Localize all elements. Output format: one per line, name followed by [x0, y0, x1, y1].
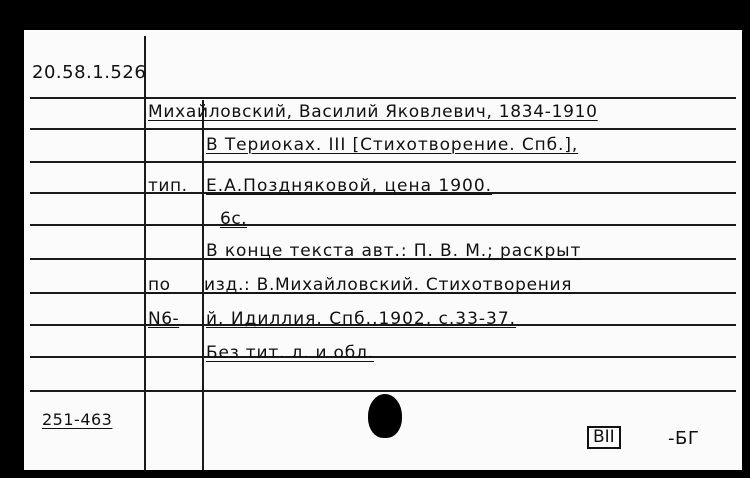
rule-line [30, 224, 736, 226]
rule-line [30, 356, 736, 358]
call-number: 20.58.1.526 [32, 62, 147, 83]
note-line-3: й. Идиллия. Спб.,1902, с.33-37. [206, 309, 517, 329]
pages: 6с. [220, 209, 248, 229]
note-line-4: Без тит. л. и обл. [206, 343, 374, 363]
note-line-3-label: N6- [148, 309, 180, 329]
imprint-label: тип. [148, 176, 188, 196]
accession-number: 251-463 [42, 410, 113, 429]
left-margin-line [144, 36, 146, 470]
rule-line [30, 161, 736, 163]
rule-line [30, 390, 736, 392]
rule-line [30, 128, 736, 130]
note-line-2: изд.: В.Михайловский. Стихотворения [204, 275, 573, 295]
note-line-1: В конце текста авт.: П. В. М.; раскрыт [206, 241, 582, 261]
catalog-card [24, 30, 742, 470]
title-line: В Териоках. III [Стихотворение. Спб.], [206, 135, 579, 155]
author-heading: Михайловский, Василий Яковлевич, 1834-1910 [148, 102, 598, 122]
box-code: BII [587, 426, 621, 449]
shelf-code: -БГ [668, 428, 700, 449]
imprint-line: Е.А.Поздняковой, цена 1900. [206, 176, 493, 196]
rule-line [30, 97, 736, 99]
note-line-2-label: по [148, 275, 171, 295]
ink-blot [368, 394, 402, 438]
